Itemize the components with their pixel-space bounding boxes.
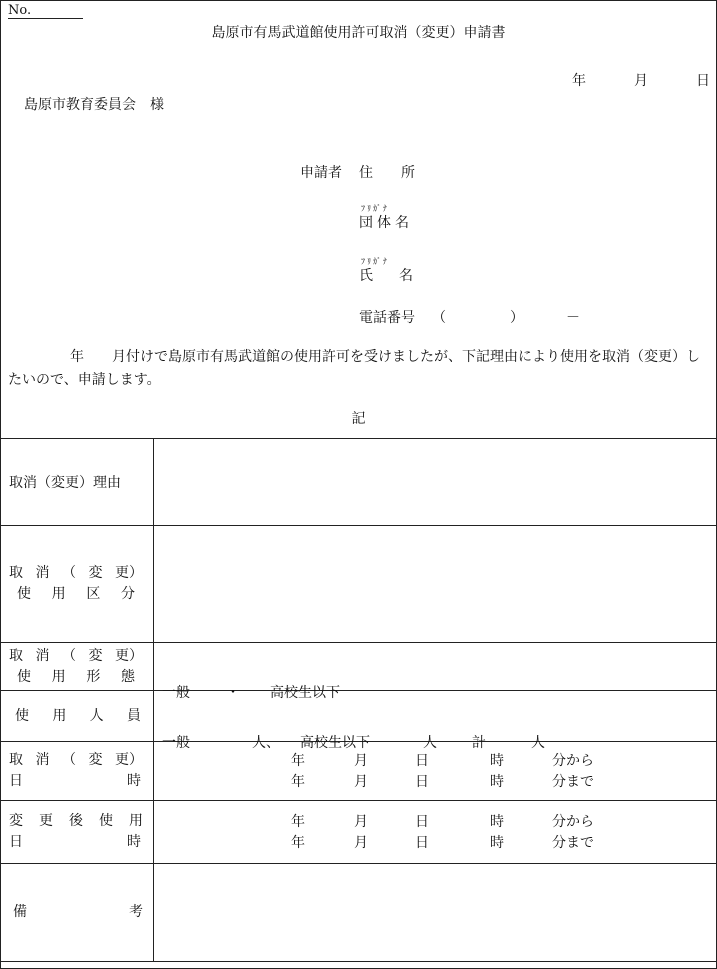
datetime-from-unit: 分から bbox=[552, 753, 594, 769]
remarks-label-cell bbox=[1, 864, 154, 962]
usage-form-row bbox=[1, 643, 717, 691]
usage-form-label-char: 消 bbox=[35, 647, 50, 664]
datetime-month-unit: 月 bbox=[354, 753, 368, 769]
datetime-year-unit: 年 bbox=[291, 814, 305, 830]
headcount-general-label: 一般 bbox=[162, 735, 190, 751]
category-label-line1 bbox=[9, 563, 143, 584]
usage-form-separator: ・ bbox=[226, 684, 240, 701]
datetime-hour-unit: 時 bbox=[490, 774, 504, 790]
application-table bbox=[0, 438, 717, 962]
datetime-month-unit: 月 bbox=[354, 774, 368, 790]
changed-datetime-label-line1 bbox=[9, 811, 143, 832]
usage-form-cell[interactable] bbox=[154, 643, 717, 701]
headcount-label-char: 人 bbox=[89, 707, 104, 724]
cancel-datetime-label-char: 消 bbox=[35, 752, 50, 768]
reason-label: 取消（変更）理由 bbox=[9, 475, 121, 491]
usage-form-label-char: 態 bbox=[120, 668, 135, 685]
remarks-label-line bbox=[9, 902, 143, 923]
addressee: 島原市教育委員会 様 bbox=[24, 97, 164, 113]
organization-name-label: 団体名 bbox=[359, 215, 413, 231]
headcount-highschool-label: 高校生以下 bbox=[300, 735, 370, 751]
datetime-day-unit: 日 bbox=[415, 814, 429, 830]
changed-datetime-label-char: 日 bbox=[9, 834, 23, 850]
cancel-datetime-label-line2 bbox=[9, 771, 143, 792]
headcount-label-line bbox=[9, 706, 143, 727]
category-input-cell[interactable] bbox=[154, 526, 717, 643]
datetime-day-unit: 日 bbox=[415, 774, 429, 790]
datetime-until-unit: 分まで bbox=[552, 774, 594, 790]
cancel-datetime-label-char: 時 bbox=[127, 773, 141, 789]
usage-form-label-char: 用 bbox=[51, 668, 66, 685]
usage-form-label-char: 形 bbox=[86, 668, 101, 685]
category-label-char: 変 bbox=[88, 565, 103, 581]
datetime-year-unit: 年 bbox=[291, 835, 305, 851]
org-furigana: ﾌﾘｶﾞﾅ bbox=[361, 204, 389, 213]
datetime-hour-unit: 時 bbox=[490, 753, 504, 769]
usage-form-highschool[interactable]: 高校生以下 bbox=[270, 684, 340, 701]
usage-form-label-char: 使 bbox=[17, 668, 31, 685]
cancel-datetime-cell[interactable] bbox=[154, 742, 717, 801]
headcount-label-cell bbox=[1, 691, 154, 742]
changed-datetime-label-char: 更 bbox=[39, 813, 53, 829]
changed-datetime-label-char: 使 bbox=[99, 813, 113, 829]
headcount-label-char: 用 bbox=[52, 707, 67, 724]
category-label-char: 取 bbox=[9, 565, 23, 581]
usage-form-label-char: 変 bbox=[88, 647, 103, 664]
datetime-year-unit: 年 bbox=[291, 753, 305, 769]
headcount-row bbox=[1, 691, 717, 742]
changed-datetime-label-line2 bbox=[9, 832, 143, 853]
datetime-day-unit: 日 bbox=[415, 835, 429, 851]
cancel-datetime-label-char: 変 bbox=[88, 752, 103, 768]
cancel-datetime-from-line bbox=[154, 750, 716, 771]
datetime-hour-unit: 時 bbox=[490, 814, 504, 830]
category-label-char: 使 bbox=[17, 586, 31, 602]
date-day-label: 日 bbox=[696, 73, 710, 89]
changed-datetime-cell[interactable] bbox=[154, 801, 717, 864]
datetime-hour-unit: 時 bbox=[490, 835, 504, 851]
headcount-highschool-unit: 人 bbox=[423, 735, 437, 751]
cancel-datetime-label-char: 日 bbox=[9, 773, 23, 789]
cancel-datetime-label-line1 bbox=[9, 750, 143, 771]
remarks-label-char: 備 bbox=[13, 904, 27, 920]
category-label-char: 用 bbox=[51, 586, 66, 602]
changed-datetime-label-char: 用 bbox=[129, 813, 143, 829]
changed-datetime-from-line bbox=[154, 811, 716, 832]
remarks-input-cell[interactable] bbox=[154, 864, 717, 962]
changed-datetime-until-line bbox=[154, 832, 716, 853]
category-row bbox=[1, 526, 717, 643]
ki-heading: 記 bbox=[351, 411, 366, 427]
phone-label: 電話番号 bbox=[359, 310, 415, 326]
date-year-label: 年 bbox=[572, 73, 586, 89]
headcount-label-char: 員 bbox=[126, 707, 141, 724]
document-number-label: No. bbox=[8, 4, 83, 19]
changed-datetime-label-char: 時 bbox=[127, 834, 141, 850]
datetime-from-unit: 分から bbox=[552, 814, 594, 830]
category-label-char: （ bbox=[62, 565, 76, 581]
cancel-datetime-label-cell bbox=[1, 742, 154, 801]
phone-dash: － bbox=[566, 310, 580, 326]
changed-datetime-row bbox=[1, 801, 717, 864]
category-label-char: 区 bbox=[86, 586, 101, 602]
datetime-month-unit: 月 bbox=[354, 835, 368, 851]
category-label-char: 更） bbox=[115, 565, 143, 581]
date-month-label: 月 bbox=[634, 73, 648, 89]
datetime-year-unit: 年 bbox=[291, 774, 305, 790]
changed-datetime-label-char: 変 bbox=[9, 813, 23, 829]
cancel-datetime-row bbox=[1, 742, 717, 801]
usage-form-general[interactable]: 一般 bbox=[162, 684, 190, 701]
category-label-line2 bbox=[9, 584, 143, 605]
usage-form-label-cell bbox=[1, 643, 154, 691]
usage-form-label-line1 bbox=[9, 646, 143, 667]
applicant-label: 申請者 bbox=[300, 165, 342, 181]
applicant-name-label: 氏名 bbox=[359, 268, 439, 284]
request-statement: 年 月付けで島原市有馬武道館の使用許可を受けましたが、下記理由により使用を取消（変更）したいので、申請します。 bbox=[8, 349, 700, 388]
cancel-datetime-label-char: （ bbox=[62, 752, 76, 768]
category-label-char: 分 bbox=[120, 586, 135, 602]
cancel-datetime-label-char: 更） bbox=[115, 752, 143, 768]
headcount-general-unit: 人、 bbox=[252, 735, 280, 751]
category-label-char: 消 bbox=[35, 565, 50, 581]
name-furigana: ﾌﾘｶﾞﾅ bbox=[361, 257, 389, 266]
headcount-total-unit: 人 bbox=[531, 735, 545, 751]
usage-form-label-char: 更） bbox=[115, 647, 143, 664]
datetime-until-unit: 分まで bbox=[552, 835, 594, 851]
headcount-total-label: 計 bbox=[472, 735, 486, 751]
reason-row bbox=[1, 439, 717, 526]
category-label-cell bbox=[1, 526, 154, 643]
page-title: 島原市有馬武道館使用許可取消（変更）申請書 bbox=[211, 25, 506, 41]
datetime-day-unit: 日 bbox=[415, 753, 429, 769]
remarks-row bbox=[1, 864, 717, 962]
usage-form-label-char: （ bbox=[62, 647, 76, 664]
headcount-label-char: 使 bbox=[15, 707, 29, 724]
reason-label-cell bbox=[1, 439, 154, 526]
cancel-datetime-label-char: 取 bbox=[9, 752, 23, 768]
phone-paren-close: ） bbox=[510, 310, 524, 326]
remarks-label-char: 考 bbox=[129, 904, 143, 920]
usage-form-label-line2 bbox=[9, 667, 143, 688]
usage-form-label-char: 取 bbox=[9, 647, 23, 664]
reason-input-cell[interactable] bbox=[154, 439, 717, 526]
changed-datetime-label-cell bbox=[1, 801, 154, 864]
datetime-month-unit: 月 bbox=[354, 814, 368, 830]
address-label: 住所 bbox=[359, 165, 443, 181]
phone-paren-open: （ bbox=[432, 310, 446, 326]
changed-datetime-label-char: 後 bbox=[69, 813, 83, 829]
cancel-datetime-until-line bbox=[154, 771, 716, 792]
